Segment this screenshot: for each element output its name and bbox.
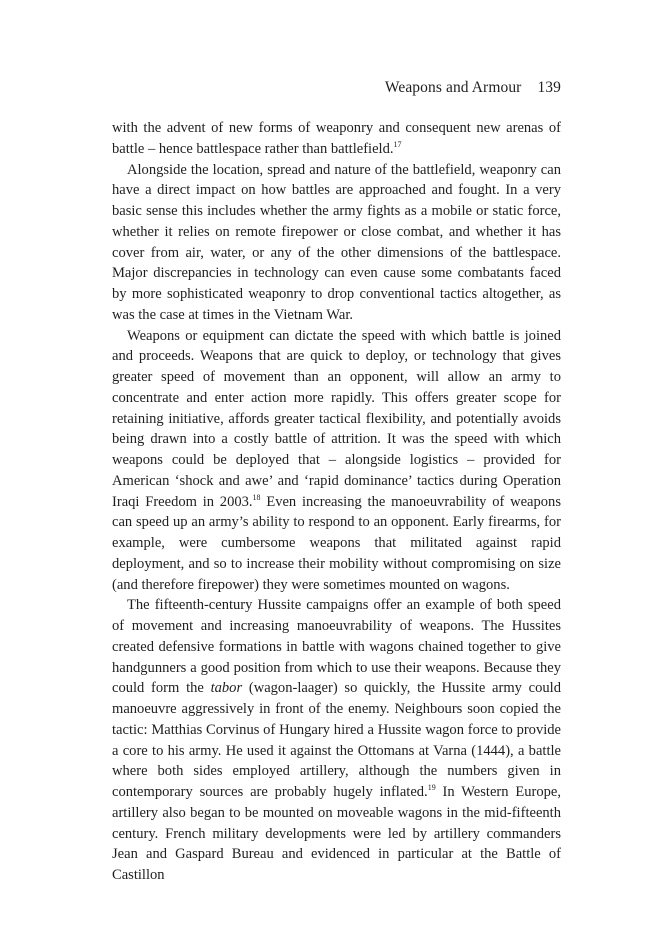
paragraph: [112, 326, 561, 596]
paragraph: [112, 595, 561, 886]
italic-term: tabor: [210, 680, 243, 697]
text-run: (wagon-laager) so quickly, the Hussite army could manoeuvre aggressively in front of the enemy. Neighbours soon copied the tactic: Matthias Corvinus of Hungary hired a Hussite wagon force to provide a core to his army. He used it against the Ottomans at Varna (1444), a battle where both sides employed artillery, although the numbers given in contemporary sources are probably hugely inflated.: [112, 680, 561, 800]
paragraph: [112, 118, 561, 160]
text-run: Alongside the location, spread and nature of the battlefield, weaponry can have a direct impact on how battles are approached and fought. In a very basic sense this includes whether the army fights as a mobile or static force, whether it relies on remote firepower or close combat, and whether it has cover from air, water, or any of the other dimensions of the battlespace. Major discrepancies in technology can even cause some combatants faced by more sophisticated weaponry to drop conventional tactics altogether, as was the case at times in the Vietnam War.: [112, 161, 561, 323]
footnote-marker: 17: [393, 139, 402, 149]
footnote-marker: 19: [427, 783, 436, 792]
page-number: 139: [537, 79, 561, 96]
running-head: [385, 79, 561, 97]
running-head-title: Weapons and Armour: [384, 79, 522, 96]
text-run: In Western Europe, artillery also began to be mounted on moveable wagons in the mid-fifteenth century. French military developments were led by artillery commanders Jean and Gaspard Bureau and evidenced in particular at the Battle of Castillon: [112, 784, 561, 883]
text-run: with the advent of new forms of weaponry and consequent new arenas of battle – hence battlespace rather than battlefield.: [112, 120, 561, 157]
footnote-marker: 18: [252, 492, 261, 502]
text-run: Weapons or equipment can dictate the speed with which battle is joined and proceeds. Weapons that are quick to deploy, or technology that gives greater speed of movement than an opponent, will allow an army to concentrate and enter action more rapidly. This offers greater scope for retaining initiative, affords greater tactical flexibility, and potentially avoids being drawn into a costly battle of attrition. It was the speed with which weapons could be deployed that – alongside logistics – provided for American ‘shock and awe’ and ‘rapid dominance’ tactics during Operation Iraqi Freedom in 2003.: [112, 327, 561, 510]
text-run: Even increasing the manoeuvrability of weapons can speed up an army’s ability to respond to an opponent. Early firearms, for example, were cumbersome weapons that militated against rapid deployment, and so to increase their mobility without compromising on size (and therefore firepower) they were sometimes mounted on wagons.: [112, 493, 561, 593]
text-run: The fifteenth-century Hussite campaigns offer an example of both speed of movement and increasing manoeuvrability of weapons. The Hussites created defensive formations in battle with wagons chained together to give handgunners a good position from which to use their weapons. Because they could form the: [112, 597, 561, 697]
paragraph: [112, 160, 561, 326]
body-text: [112, 118, 561, 886]
